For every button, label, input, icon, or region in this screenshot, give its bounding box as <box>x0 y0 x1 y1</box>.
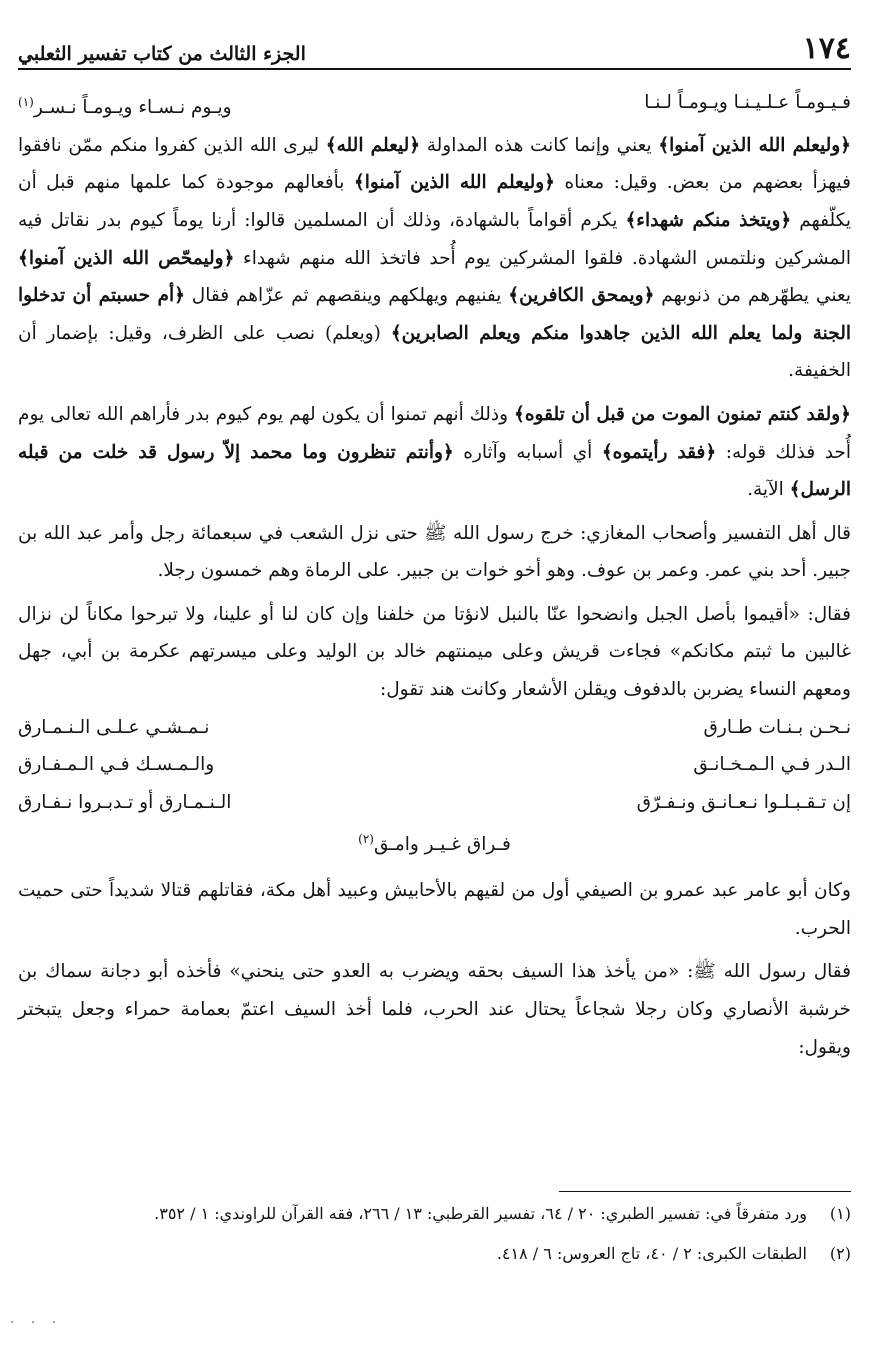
paragraph: ﴿وليعلم الله الذين آمنوا﴾ يعني وإنما كانت هذه المداولة ﴿ليعلم الله﴾ ليرى الله الذين كفروا منكم ممّن نافقوا فيهزأ بعضهم من بعض. وقيل: معناه ﴿وليعلم الله الذين آمنوا﴾ بأفعالهم موجودة كما علمها منهم قبل أن يكلّفهم ﴿ويتخذ منكم شهداء﴾ يكرم أقواماً بالشهادة، وذلك أن المسلمين قالوا: أرنا يوماً كيوم بدر نقاتل فيه المشركين ونلتمس الشهادة. فلقوا المشركين يوم أُحد فاتخذ الله منهم شهداء ﴿وليمحّص الله الذين آمنوا﴾ يعني يطهّرهم من ذنوبهم ﴿ويمحق الكافرين﴾ يفنيهم ويهلكهم وينقصهم ثم عزّاهم فقال ﴿أم حسبتم أن تدخلوا الجنة ولما يعلم الله الذين جاهدوا منكم ويعلم الصابرين﴾ (ويعلم) نصب على الظرف، وقيل: بإضمار أن الخفيفة. <box>18 134 852 382</box>
paragraph: وكان أبو عامر عبد عمرو بن الصيفي أول من لقيهم بالأحابيش وعبيد أهل مكة، فقاتلهم قتالا شديداً حتى حميت الحرب. <box>18 880 851 939</box>
verse-hemistich: فـراق غـيـر وامـق <box>373 834 511 856</box>
footnote <box>18 1198 851 1230</box>
verse-hemistich: نـحـن بـنـات طـارق <box>703 716 851 738</box>
footnote-text: ورد متفرقاً في: تفسير الطبري: ٢٠ / ٦٤، تفسير القرطبي: ١٣ / ٢٦٦، فقه القرآن للراوندي: ١ / ٣٥٢. <box>154 1204 807 1223</box>
quran-quote: ﴿وليعلم الله الذين آمنوا﴾ <box>353 172 556 194</box>
body-text <box>18 84 851 1066</box>
quran-quote: ﴿ويمحق الكافرين﴾ <box>508 285 655 307</box>
verse-hemistich: ويـوم نـسـاء ويـومـاً نـسـر$^{(١)}$ <box>18 95 232 119</box>
quran-quote: ﴿ولقد كنتم تمنون الموت من قبل أن تلقوه﴾ <box>514 403 851 425</box>
quran-quote: ﴿وأنتم تنظرون وما محمد إلاّ رسول قد خلت من قبله الرسل﴾ <box>18 441 851 501</box>
footnotes <box>18 1198 851 1278</box>
quran-quote: ﴿ويتخذ منكم شهداء﴾ <box>625 209 792 231</box>
running-title: الجزء الثالث من كتاب تفسير الثعلبي <box>18 43 306 65</box>
verse-line <box>18 821 851 864</box>
footnote-number: (٢) <box>829 1244 851 1263</box>
verse-hemistich: الـنـمـارق أو تـدبـروا نـفـارق <box>18 791 232 813</box>
page-header <box>18 26 851 70</box>
verse-hemistich: والـمـسـك فـي الـمـفـارق <box>18 754 215 776</box>
verse-hemistich: إن تـقـبـلـوا نـعـانـق ونـفـرّق <box>636 791 851 813</box>
footnote-divider <box>559 1191 851 1192</box>
quran-quote: ﴿وليمحّص الله الذين آمنوا﴾ <box>18 247 235 269</box>
quran-quote: ﴿فقد رأيتموه﴾ <box>601 441 717 463</box>
poem <box>18 709 851 865</box>
quran-quote: ﴿ليعلم الله﴾ <box>325 134 421 156</box>
verse-hemistich: الـدر فـي الـمـخـانـق <box>693 754 851 776</box>
footnote-marker: (٢) <box>358 832 374 847</box>
quran-quote: ﴿أم حسبتم أن تدخلوا الجنة ولما يعلم الله الذين جاهدوا منكم ويعلم الصابرين﴾ <box>18 285 851 344</box>
verse-line <box>18 746 851 784</box>
verse-hemistich: نـمـشـي عـلـى الـنـمـارق <box>18 716 210 738</box>
footnote <box>18 1238 851 1270</box>
verse-line <box>18 709 851 747</box>
footnote-text: الطبقات الكبرى: ٢ / ٤٠، تاج العروس: ٦ / ٤١٨. <box>496 1244 807 1263</box>
footnote-number: (١) <box>829 1204 851 1223</box>
quran-quote: ﴿وليعلم الله الذين آمنوا﴾ <box>658 134 852 156</box>
paragraph: فقال رسول الله ﷺ: «من يأخذ هذا السيف بحقه ويضرب به العدو حتى ينحني» فأخذه أبو دجانة سماك بن خرشبة الأنصاري وكان رجلا شجاعاً يحتال عند الحرب، فلما أخذ السيف اعتمّ بعمامة حمراء وجعل يتبختر ويقول: <box>18 961 851 1058</box>
paragraph: قال أهل التفسير وأصحاب المغازي: خرج رسول الله ﷺ حتى نزل الشعب في سبعمائة رجل وأمر عبد الله بن جبير. أحد بني عمر. وعمر بن عوف. وهو أخو خوات بن جبير. على الرماة وهم خمسون رجلا. <box>18 522 851 582</box>
paragraph: ﴿ولقد كنتم تمنون الموت من قبل أن تلقوه﴾ وذلك أنهم تمنوا أن يكون لهم يوم كيوم بدر فأراهم الله تعالى يوم أُحد فذلك قوله: ﴿فقد رأيتموه﴾ أي أسبابه وآثاره ﴿وأنتم تنظرون وما محمد إلاّ رسول قد خلت من قبله الرسل﴾ الآية. <box>18 403 851 501</box>
footnote-marker: (١) <box>18 95 34 109</box>
page-number: ١٧٤ <box>802 31 851 66</box>
paragraph: فقال: «أقيموا بأصل الجبل وانضحوا عنّا بالنبل لانؤتا من خلفنا وإن كان لنا أو علينا، ولا تبرحوا مكاناً لن نزال غالبين ما ثبتم مكانكم» فجاءت قريش وعلى ميمنتهم خالد بن الوليد وعلى ميسرتهم عكرمة بن أبي، جهل ومعهم النساء يضربن بالدفوف ويقلن الأشعار وكانت هند تقول: <box>18 603 851 701</box>
scan-specks: · · · <box>10 1315 63 1331</box>
verse-line <box>18 84 851 127</box>
verse-hemistich: فـيـومـاً عـلـيـنـا ويـومـاً لـنـا <box>644 92 851 113</box>
verse-line <box>18 784 851 822</box>
